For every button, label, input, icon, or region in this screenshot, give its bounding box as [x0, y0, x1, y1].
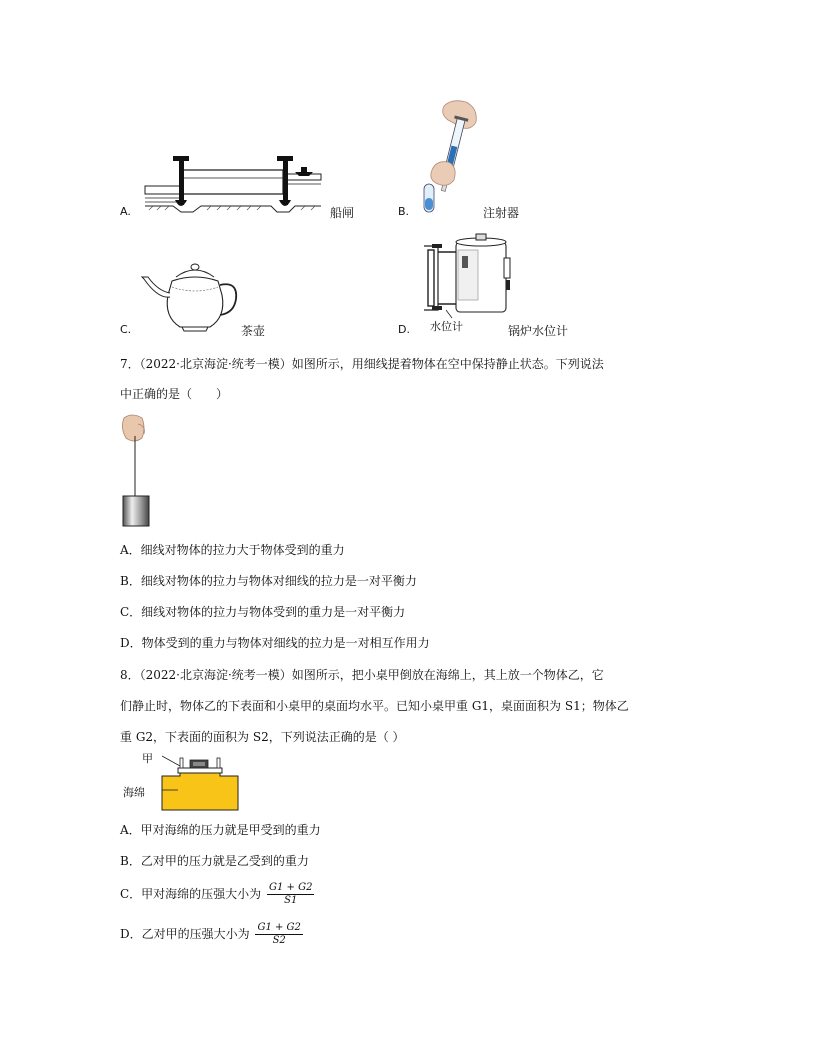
- ship-lock-figure: [143, 150, 323, 216]
- table-jia-label: 甲: [142, 752, 153, 765]
- sponge-label: 海绵: [123, 786, 145, 799]
- q6-option-d-label: 锅炉水位计: [508, 324, 569, 338]
- q7-option-c: C．细线对物体的拉力与物体受到的重力是一对平衡力: [120, 605, 406, 619]
- q8-stem-line-1: 8．（2022·北京海淀·统考一模）如图所示，把小桌甲倒放在海绵上，其上放一个物体乙，它: [120, 668, 604, 682]
- q7-stem-line-1: 7．（2022·北京海淀·统考一模）如图所示，用细线提着物体在空中保持静止状态。下列说法: [120, 357, 604, 371]
- q8-option-c-text: C．甲对海绵的压强大小为: [120, 887, 262, 901]
- q8-option-d: [120, 922, 303, 947]
- q6-option-d-letter: D.: [398, 323, 410, 336]
- hanging-block-figure: [118, 414, 158, 528]
- q8-option-d-denominator: S2: [272, 935, 286, 946]
- q7-option-b: B．细线对物体的拉力与物体对细线的拉力是一对平衡力: [120, 574, 417, 588]
- q6-option-b-letter: B.: [398, 205, 410, 218]
- q6-option-b-label: 注射器: [483, 206, 520, 220]
- q8-option-a: A．甲对海绵的压力就是甲受到的重力: [120, 823, 321, 837]
- q8-option-c-numerator: G1 + G2: [269, 882, 313, 893]
- q8-option-c-denominator: S1: [284, 895, 298, 906]
- q8-option-d-text: D．乙对甲的压强大小为: [120, 927, 250, 941]
- q6-option-a-label: 船闸: [330, 206, 355, 220]
- q7-stem-line-2: 中正确的是（ ）: [120, 387, 229, 401]
- boiler-gauge-figure: [418, 230, 518, 320]
- syringe-figure: [418, 96, 488, 216]
- q8-option-c: [120, 882, 314, 907]
- teapot-figure: [140, 255, 240, 335]
- q8-option-c-fraction: [267, 882, 314, 907]
- sponge-table-figure: [160, 754, 240, 812]
- q8-stem-line-3: 重 G2，下表面的面积为 S2，下列说法正确的是（ ）: [120, 730, 405, 744]
- q8-stem-line-2: 们静止时，物体乙的下表面和小桌甲的桌面均水平。已知小桌甲重 G1，桌面面积为 S1；物体乙: [120, 699, 629, 713]
- q7-option-d: D．物体受到的重力与物体对细线的拉力是一对相互作用力: [120, 636, 430, 650]
- q8-option-b: B．乙对甲的压力就是乙受到的重力: [120, 854, 309, 868]
- q6-option-c-letter: C.: [120, 323, 132, 336]
- q8-option-d-fraction: [255, 922, 302, 947]
- q6-option-a-letter: A.: [120, 205, 131, 218]
- q7-option-a: A．细线对物体的拉力大于物体受到的重力: [120, 543, 345, 557]
- q6-option-c-label: 茶壶: [241, 324, 266, 338]
- water-level-gauge-label: 水位计: [430, 320, 463, 333]
- q8-option-d-numerator: G1 + G2: [257, 922, 301, 933]
